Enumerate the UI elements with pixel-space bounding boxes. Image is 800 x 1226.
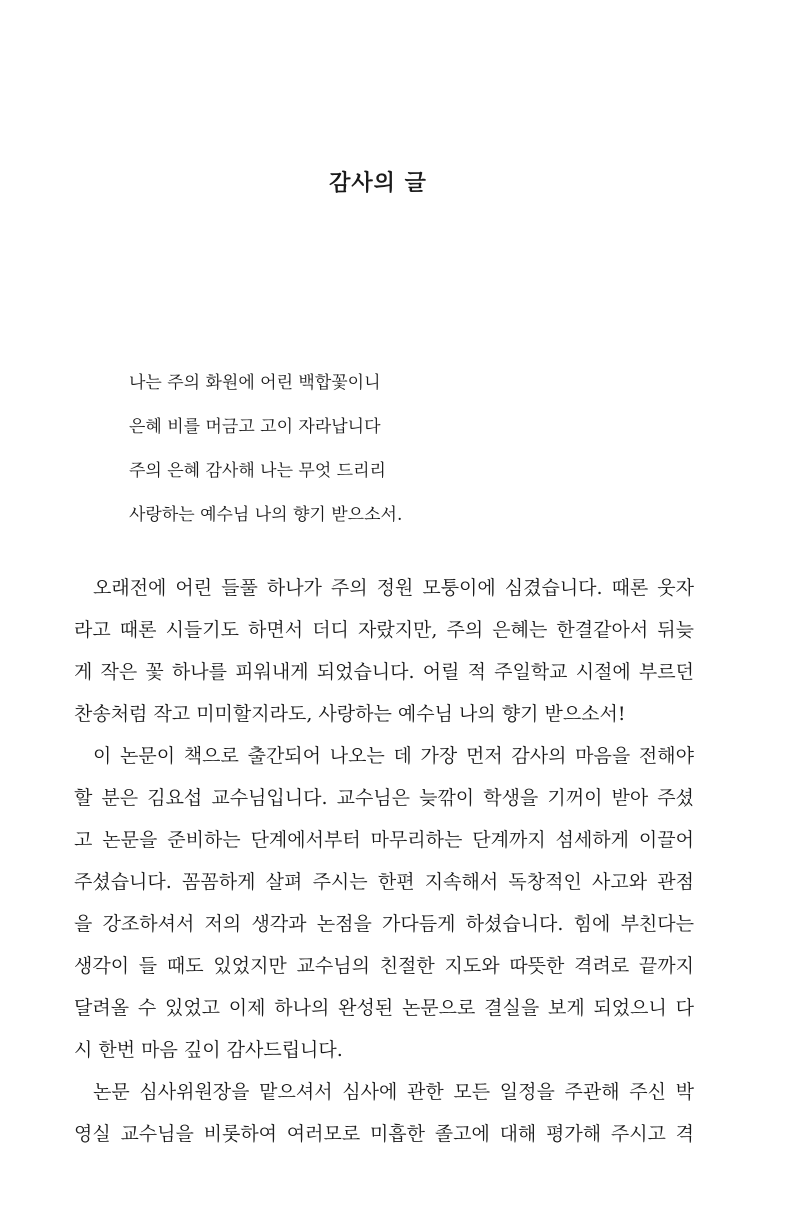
poem-line: 사랑하는 예수님 나의 향기 받으소서. xyxy=(129,505,403,525)
body-line: 영실 교수님을 비롯하여 여러모로 미흡한 졸고에 대해 평가해 주시고 격 xyxy=(74,1123,694,1145)
body-line: 시 한번 마음 깊이 감사드립니다. xyxy=(74,1039,343,1061)
poem-line: 주의 은혜 감사해 나는 무엇 드리리 xyxy=(129,461,386,481)
body-line: 을 강조하셔서 저의 생각과 논점을 가다듬게 하셨습니다. 힘에 부친다는 xyxy=(74,913,694,935)
body-line: 이 논문이 책으로 출간되어 나오는 데 가장 먼저 감사의 마음을 전해야 xyxy=(93,745,694,767)
body-line: 주셨습니다. 꼼꼼하게 살펴 주시는 한편 지속해서 독창적인 사고와 관점 xyxy=(74,871,694,893)
body-line: 라고 때론 시들기도 하면서 더디 자랐지만, 주의 은혜는 한결같아서 뒤늦 xyxy=(74,619,694,641)
body-line: 게 작은 꽃 하나를 피워내게 되었습니다. 어릴 적 주일학교 시절에 부르던 xyxy=(74,661,694,683)
body-line: 할 분은 김요섭 교수님입니다. 교수님은 늦깎이 학생을 기꺼이 받아 주셨 xyxy=(74,787,694,809)
body-line: 찬송처럼 작고 미미할지라도, 사랑하는 예수님 나의 향기 받으소서! xyxy=(74,703,626,725)
body-text xyxy=(74,573,694,1161)
body-line: 고 논문을 준비하는 단계에서부터 마무리하는 단계까지 섬세하게 이끌어 xyxy=(74,829,694,851)
body-line: 오래전에 어린 들풀 하나가 주의 정원 모퉁이에 심겼습니다. 때론 웃자 xyxy=(93,577,694,599)
body-line: 달려올 수 있었고 이제 하나의 완성된 논문으로 결실을 보게 되었으니 다 xyxy=(74,997,694,1019)
poem-block xyxy=(129,369,402,545)
poem-line: 은혜 비를 머금고 고이 자라납니다 xyxy=(129,417,381,437)
body-line: 생각이 들 때도 있었지만 교수님의 친절한 지도와 따뜻한 격려로 끝까지 xyxy=(74,955,694,977)
body-line: 논문 심사위원장을 맡으셔서 심사에 관한 모든 일정을 주관해 주신 박 xyxy=(93,1081,694,1103)
poem-line: 나는 주의 화원에 어린 백합꽃이니 xyxy=(129,373,381,393)
page-title: 감사의 글 xyxy=(329,171,427,196)
